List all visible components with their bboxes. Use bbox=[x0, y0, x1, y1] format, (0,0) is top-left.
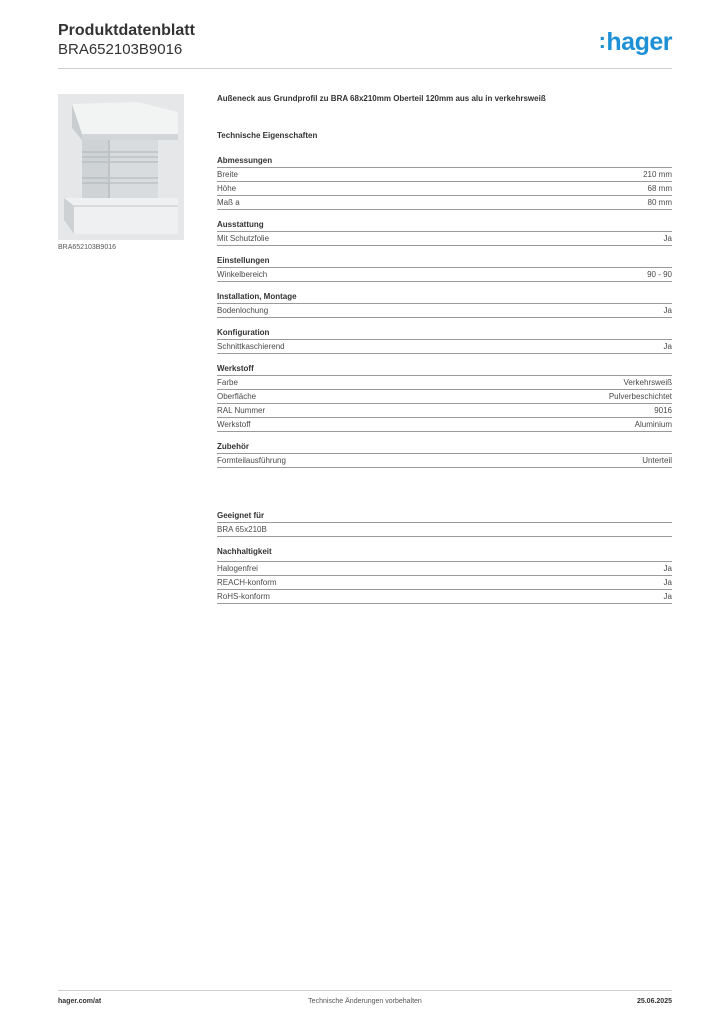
group-einstellungen bbox=[217, 255, 672, 282]
row-value: 68 mm bbox=[647, 184, 672, 193]
group-geeignet-fuer bbox=[217, 510, 672, 537]
table-row bbox=[217, 196, 672, 210]
row-value: Ja bbox=[663, 564, 672, 573]
table-row bbox=[217, 168, 672, 182]
row-label: Maß a bbox=[217, 198, 240, 207]
row-value: 80 mm bbox=[647, 198, 672, 207]
row-value: Ja bbox=[663, 578, 672, 587]
row-label: Breite bbox=[217, 170, 238, 179]
group-nachhaltigkeit bbox=[217, 546, 672, 604]
row-label: Halogenfrei bbox=[217, 564, 258, 573]
product-illustration bbox=[58, 94, 184, 240]
row-label: Schnittkaschierend bbox=[217, 342, 285, 351]
row-label: Farbe bbox=[217, 378, 238, 387]
row-value: Ja bbox=[663, 592, 672, 601]
row-value: 9016 bbox=[654, 406, 672, 415]
row-label: Mit Schutzfolie bbox=[217, 234, 270, 243]
group-ausstattung bbox=[217, 219, 672, 246]
table-row bbox=[217, 454, 672, 468]
row-value: Ja bbox=[663, 306, 672, 315]
table-row bbox=[217, 340, 672, 354]
image-caption: BRA652103B9016 bbox=[58, 244, 116, 251]
table-row bbox=[217, 418, 672, 432]
document-header bbox=[58, 22, 672, 68]
footer-website-link[interactable]: hager.com/at bbox=[58, 998, 102, 1005]
group-title: Ausstattung bbox=[217, 219, 672, 232]
group-title: Konfiguration bbox=[217, 327, 672, 340]
hager-logo bbox=[599, 28, 672, 57]
row-label: BRA 65x210B bbox=[217, 525, 267, 534]
header-divider bbox=[58, 68, 672, 69]
row-label: Werkstoff bbox=[217, 420, 251, 429]
product-content bbox=[217, 93, 672, 613]
group-werkstoff bbox=[217, 363, 672, 432]
footer-disclaimer: Technische Änderungen vorbehalten bbox=[308, 998, 422, 1005]
group-zubehoer bbox=[217, 441, 672, 468]
row-label: RoHS-konform bbox=[217, 592, 270, 601]
row-value: Ja bbox=[663, 234, 672, 243]
section-spacer bbox=[217, 477, 672, 510]
product-description: Außeneck aus Grundprofil zu BRA 68x210mm Oberteil 120mm aus alu in verkehrsweiß bbox=[217, 94, 546, 103]
table-row bbox=[217, 576, 672, 590]
group-title: Einstellungen bbox=[217, 255, 672, 268]
row-label: REACH-konform bbox=[217, 578, 277, 587]
document-title: Produktdatenblatt bbox=[58, 22, 195, 39]
table-row bbox=[217, 523, 672, 537]
group-title: Zubehör bbox=[217, 441, 672, 454]
table-row bbox=[217, 182, 672, 196]
row-label: Winkelbereich bbox=[217, 270, 268, 279]
row-value: 90 - 90 bbox=[647, 270, 672, 279]
row-value: Pulverbeschichtet bbox=[608, 392, 672, 401]
document-footer bbox=[58, 998, 672, 1010]
group-title: Werkstoff bbox=[217, 363, 672, 376]
table-row bbox=[217, 562, 672, 576]
group-title: Nachhaltigkeit bbox=[217, 546, 672, 562]
table-row bbox=[217, 232, 672, 246]
row-label: Bodenlochung bbox=[217, 306, 269, 315]
row-label: Formteilausführung bbox=[217, 456, 286, 465]
group-abmessungen bbox=[217, 155, 672, 210]
table-row bbox=[217, 590, 672, 604]
footer-date: 25.06.2025 bbox=[636, 998, 672, 1005]
group-konfiguration bbox=[217, 327, 672, 354]
table-row bbox=[217, 404, 672, 418]
technical-properties-title: Technische Eigenschaften bbox=[217, 131, 318, 140]
row-label: RAL Nummer bbox=[217, 406, 266, 415]
row-label: Höhe bbox=[217, 184, 237, 193]
row-value: Ja bbox=[663, 342, 672, 351]
row-value: Unterteil bbox=[642, 456, 672, 465]
row-value: Aluminium bbox=[634, 420, 672, 429]
product-image bbox=[58, 94, 184, 240]
table-row bbox=[217, 304, 672, 318]
row-value: 210 mm bbox=[643, 170, 672, 179]
logo-text: hager bbox=[606, 28, 672, 56]
footer-divider bbox=[58, 990, 672, 991]
row-label: Oberfläche bbox=[217, 392, 257, 401]
group-installation-montage bbox=[217, 291, 672, 318]
group-title: Installation, Montage bbox=[217, 291, 672, 304]
group-title: Abmessungen bbox=[217, 155, 672, 168]
table-row bbox=[217, 390, 672, 404]
article-number: BRA652103B9016 bbox=[58, 41, 183, 58]
group-title: Geeignet für bbox=[217, 510, 672, 523]
row-value: Verkehrsweiß bbox=[623, 378, 672, 387]
table-row bbox=[217, 268, 672, 282]
table-row bbox=[217, 376, 672, 390]
logo-colon-mark: : bbox=[598, 28, 606, 53]
